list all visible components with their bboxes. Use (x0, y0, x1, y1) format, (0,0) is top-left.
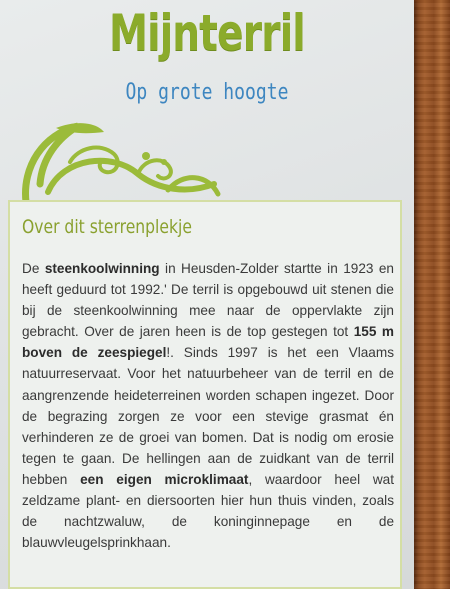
swirl-ornament-icon (18, 112, 228, 212)
highlighted-text: een eigen microklimaat (80, 471, 249, 487)
highlighted-text: 155 m boven de zeespiegel (22, 324, 394, 361)
body-paragraph (22, 258, 394, 553)
highlighted-text: steenkoolwinning (44, 261, 160, 276)
info-panel (8, 200, 402, 589)
body-text-segment: !. Sinds 1997 is het een Vlaams natuurreservaat. Voor het natuurbeheer van de terril en de aangrenzende heideterreinen worden schapen ingezet. Door de begrazing zorgen ze voor een stevige grasmat én verhinderen ze de groei van bomen. Dat is nodig om erosie tegen te gaan. De hellingen aan de zuidkant van de terril hebben (22, 345, 394, 487)
wooden-post (414, 0, 450, 589)
panel-heading: Over dit sterrenplekje (22, 216, 192, 238)
body-text-segment: in Heusden-Zolder startte in 1923 en heeft geduurd tot 1992.' De terril is opgebouwd uit stenen die bij de steenkoolwinning mee naar de oppervlakte zijn gebracht. Over de jaren heen is de top gestegen tot (22, 261, 394, 340)
body-text-segment: De (22, 261, 45, 276)
sign-subtitle: Op grote hoogte (125, 80, 289, 105)
sign-title: Mijnterril (109, 4, 305, 62)
body-text-segment: , waardoor heel wat zeldzame plant- en diersoorten hier hun thuis vinden, zoals de nachtzwaluw, de koninginnepage en de blauwvleugelsprinkhaan. (22, 471, 395, 551)
panel-body-text (22, 258, 394, 553)
